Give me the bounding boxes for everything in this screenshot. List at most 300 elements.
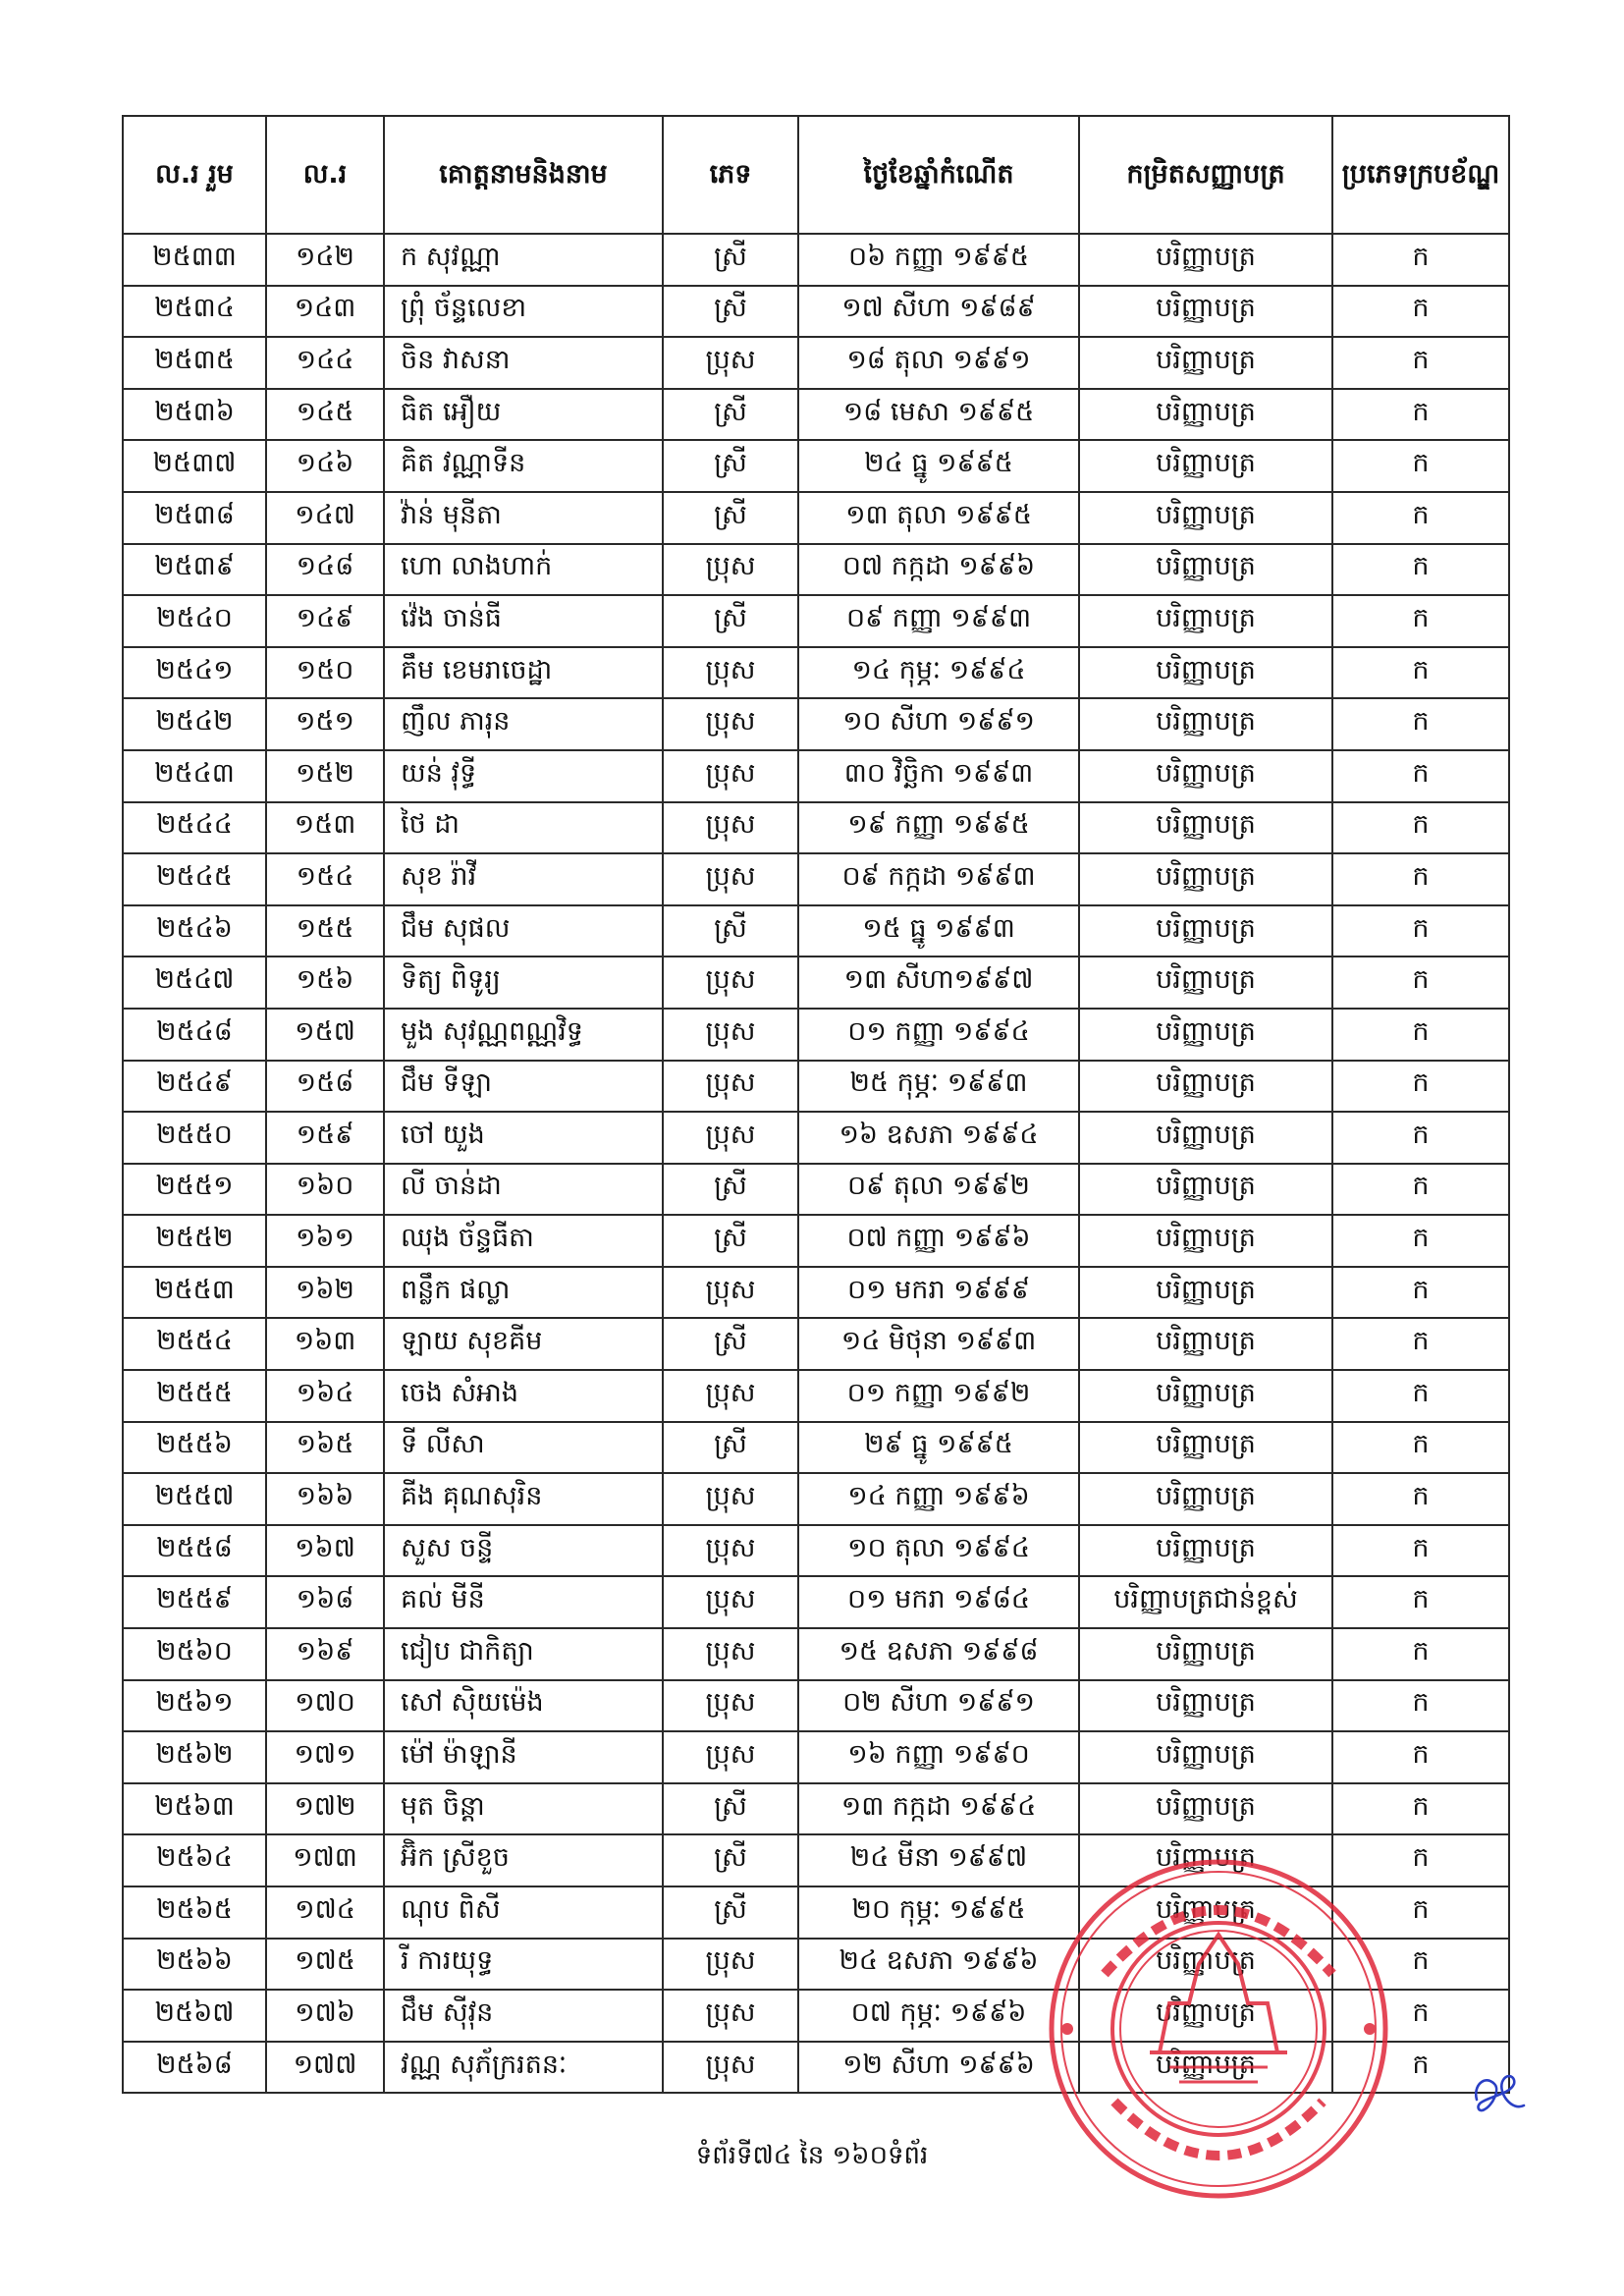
table-row [123,853,1509,905]
cell-date-of-birth: ១៥ ធ្នូ ១៩៩៣ [798,905,1079,957]
header-framework-type: ប្រភេទក្របខ័ណ្ឌ [1332,116,1509,234]
table-row [123,544,1509,596]
cell-degree-level: បរិញ្ញាបត្រ [1079,802,1332,854]
table-row [123,286,1509,338]
table-row [123,1061,1509,1113]
cell-gender: ប្រុស [663,1939,798,1991]
header-gender: ភេទ [663,116,798,234]
cell-gender: ស្រី [663,905,798,957]
cell-framework-type: ក [1332,1731,1509,1783]
table-row [123,647,1509,699]
cell-date-of-birth: ១០ សីហា ១៩៩១ [798,698,1079,750]
cell-number: ១៥៥ [266,905,384,957]
cell-degree-level: បរិញ្ញាបត្រ [1079,1731,1332,1783]
cell-full-name: ឈុង ច័ន្ទធីតា [384,1215,663,1267]
cell-number: ១៥៤ [266,853,384,905]
cell-framework-type: ក [1332,1061,1509,1113]
cell-framework-type: ក [1332,1164,1509,1216]
cell-overall-number: ២៥៥៩ [123,1576,266,1628]
cell-gender: ស្រី [663,286,798,338]
cell-framework-type: ក [1332,1886,1509,1939]
cell-degree-level: បរិញ្ញាបត្រ [1079,1473,1332,1525]
cell-overall-number: ២៥៣៩ [123,544,266,596]
cell-degree-level: បរិញ្ញាបត្រ [1079,853,1332,905]
cell-number: ១៤២ [266,234,384,286]
table-row [123,802,1509,854]
cell-number: ១៧០ [266,1680,384,1732]
cell-framework-type: ក [1332,1576,1509,1628]
table-row [123,337,1509,389]
cell-framework-type: ក [1332,905,1509,957]
cell-gender: ស្រី [663,440,798,492]
cell-date-of-birth: ៣០ វិច្ឆិកា ១៩៩៣ [798,750,1079,802]
cell-full-name: ជៀប ជាកិត្យា [384,1628,663,1680]
cell-overall-number: ២៥៣៦ [123,389,266,441]
cell-full-name: ហោ លាងហាក់ [384,544,663,596]
cell-overall-number: ២៥៥០ [123,1112,266,1164]
cell-degree-level: បរិញ្ញាបត្រ [1079,1886,1332,1939]
cell-degree-level: បរិញ្ញាបត្រ [1079,440,1332,492]
cell-degree-level: បរិញ្ញាបត្រ [1079,1215,1332,1267]
cell-date-of-birth: ០២ សីហា ១៩៩១ [798,1680,1079,1732]
cell-full-name: មួង សុវណ្ណពណ្ណវិទ្ធ [384,1009,663,1061]
cell-gender: ស្រី [663,595,798,647]
cell-overall-number: ២៥៥៥ [123,1370,266,1422]
cell-date-of-birth: ០៧ កញ្ញា ១៩៩៦ [798,1215,1079,1267]
cell-gender: ស្រី [663,1318,798,1370]
cell-gender: ប្រុស [663,1112,798,1164]
cell-overall-number: ២៥៥៨ [123,1525,266,1577]
table-row [123,1680,1509,1732]
cell-framework-type: ក [1332,1990,1509,2042]
cell-overall-number: ២៥៤៩ [123,1061,266,1113]
cell-overall-number: ២៥៥៤ [123,1318,266,1370]
cell-number: ១៧៥ [266,1939,384,1991]
cell-framework-type: ក [1332,647,1509,699]
cell-number: ១៦៥ [266,1422,384,1474]
cell-number: ១៥៩ [266,1112,384,1164]
cell-overall-number: ២៥៦០ [123,1628,266,1680]
cell-date-of-birth: ០១ មករា ១៩៨៤ [798,1576,1079,1628]
table-row [123,1525,1509,1577]
cell-overall-number: ២៥៦៣ [123,1783,266,1835]
table-row [123,1783,1509,1835]
cell-degree-level: បរិញ្ញាបត្រ [1079,750,1332,802]
cell-framework-type: ក [1332,1215,1509,1267]
table-row [123,492,1509,544]
table-row [123,1886,1509,1939]
cell-full-name: ថៃ ដា [384,802,663,854]
cell-number: ១៥៣ [266,802,384,854]
table-row [123,1990,1509,2042]
cell-gender: ស្រី [663,234,798,286]
cell-date-of-birth: ១៤ មិថុនា ១៩៩៣ [798,1318,1079,1370]
table-row [123,1576,1509,1628]
cell-overall-number: ២៥៤៣ [123,750,266,802]
cell-degree-level: បរិញ្ញាបត្រ [1079,905,1332,957]
cell-full-name: ចេង សំអាង [384,1370,663,1422]
cell-date-of-birth: ១២ សីហា ១៩៩៦ [798,2042,1079,2094]
cell-overall-number: ២៥៣៧ [123,440,266,492]
cell-full-name: ចិន វាសនា [384,337,663,389]
cell-full-name: វ៉េង ចាន់ធី [384,595,663,647]
cell-gender: ប្រុស [663,1576,798,1628]
cell-date-of-birth: ០៧ កក្កដា ១៩៩៦ [798,544,1079,596]
table-row [123,1370,1509,1422]
cell-overall-number: ២៥៤៧ [123,957,266,1009]
cell-number: ១៤៤ [266,337,384,389]
cell-date-of-birth: ០៧ កុម្ភៈ ១៩៩៦ [798,1990,1079,2042]
cell-full-name: គល់ មីនី [384,1576,663,1628]
cell-degree-level: បរិញ្ញាបត្រ [1079,1680,1332,1732]
cell-overall-number: ២៥៤៥ [123,853,266,905]
cell-framework-type: ក [1332,234,1509,286]
header-degree-level: កម្រិតសញ្ញាបត្រ [1079,116,1332,234]
cell-number: ១៦៤ [266,1370,384,1422]
signature-mark [1471,2066,1530,2117]
cell-date-of-birth: ១៥ ឧសភា ១៩៩៨ [798,1628,1079,1680]
cell-degree-level: បរិញ្ញាបត្រជាន់ខ្ពស់ [1079,1576,1332,1628]
cell-full-name: លី ចាន់ដា [384,1164,663,1216]
table-row [123,440,1509,492]
cell-gender: ស្រី [663,1886,798,1939]
cell-number: ១៤៥ [266,389,384,441]
personnel-table [122,115,1510,2094]
cell-overall-number: ២៥៦៤ [123,1834,266,1886]
table-row [123,389,1509,441]
cell-degree-level: បរិញ្ញាបត្រ [1079,1525,1332,1577]
cell-full-name: ជឹម សុផល [384,905,663,957]
cell-gender: ប្រុស [663,1990,798,2042]
cell-gender: ប្រុស [663,1061,798,1113]
cell-date-of-birth: ០១ កញ្ញា ១៩៩៤ [798,1009,1079,1061]
cell-degree-level: បរិញ្ញាបត្រ [1079,1267,1332,1319]
cell-degree-level: បរិញ្ញាបត្រ [1079,1422,1332,1474]
cell-gender: ប្រុស [663,853,798,905]
cell-degree-level: បរិញ្ញាបត្រ [1079,595,1332,647]
cell-degree-level: បរិញ្ញាបត្រ [1079,389,1332,441]
cell-number: ១៤៦ [266,440,384,492]
cell-date-of-birth: ២៥ កុម្ភៈ ១៩៩៣ [798,1061,1079,1113]
cell-gender: ប្រុស [663,1370,798,1422]
cell-date-of-birth: ០១ មករា ១៩៩៩ [798,1267,1079,1319]
cell-overall-number: ២៥៣៣ [123,234,266,286]
cell-overall-number: ២៥៦៨ [123,2042,266,2094]
cell-number: ១៧៦ [266,1990,384,2042]
cell-framework-type: ក [1332,2042,1509,2094]
cell-overall-number: ២៥៥៦ [123,1422,266,1474]
cell-number: ១៧៤ [266,1886,384,1939]
cell-gender: ប្រុស [663,647,798,699]
cell-overall-number: ២៥៤១ [123,647,266,699]
table-row [123,698,1509,750]
cell-full-name: វណ្ណ សុភ័ក្ររតនៈ [384,2042,663,2094]
cell-degree-level: បរិញ្ញាបត្រ [1079,1009,1332,1061]
cell-date-of-birth: ១៨ មេសា ១៩៩៥ [798,389,1079,441]
cell-overall-number: ២៥៣៥ [123,337,266,389]
cell-overall-number: ២៥៥៧ [123,1473,266,1525]
cell-number: ១៧៧ [266,2042,384,2094]
table-row [123,1473,1509,1525]
table-row [123,957,1509,1009]
cell-date-of-birth: ១៣ តុលា ១៩៩៥ [798,492,1079,544]
table-row [123,1422,1509,1474]
table-row [123,234,1509,286]
cell-overall-number: ២៥៦១ [123,1680,266,1732]
cell-framework-type: ក [1332,853,1509,905]
cell-overall-number: ២៥៤០ [123,595,266,647]
cell-full-name: សួស ចន្ទី [384,1525,663,1577]
table-row [123,1834,1509,1886]
cell-overall-number: ២៥៦៥ [123,1886,266,1939]
cell-degree-level: បរិញ្ញាបត្រ [1079,698,1332,750]
cell-full-name: សៅ ស៊ិយម៉េង [384,1680,663,1732]
cell-number: ១៦៨ [266,1576,384,1628]
cell-gender: ស្រី [663,1422,798,1474]
cell-number: ១៤៩ [266,595,384,647]
cell-overall-number: ២៥៣៨ [123,492,266,544]
cell-number: ១៦០ [266,1164,384,1216]
cell-number: ១៧៣ [266,1834,384,1886]
cell-full-name: ក សុវណ្ណា [384,234,663,286]
cell-number: ១៧២ [266,1783,384,1835]
cell-gender: ប្រុស [663,1267,798,1319]
cell-full-name: ទី លីសា [384,1422,663,1474]
cell-date-of-birth: ០៩ តុលា ១៩៩២ [798,1164,1079,1216]
cell-date-of-birth: ០១ កញ្ញា ១៩៩២ [798,1370,1079,1422]
cell-gender: ប្រុស [663,2042,798,2094]
cell-full-name: ធិត អឿយ [384,389,663,441]
cell-number: ១៥០ [266,647,384,699]
cell-number: ១៥៧ [266,1009,384,1061]
cell-framework-type: ក [1332,1525,1509,1577]
cell-full-name: ព្រុំ ច័ន្ទលេខា [384,286,663,338]
cell-full-name: ណុប ពិសី [384,1886,663,1939]
cell-date-of-birth: ២៩ ធ្នូ ១៩៩៥ [798,1422,1079,1474]
cell-degree-level: បរិញ្ញាបត្រ [1079,1370,1332,1422]
cell-gender: ស្រី [663,389,798,441]
cell-gender: ប្រុស [663,698,798,750]
table-row [123,1939,1509,1991]
cell-gender: ប្រុស [663,957,798,1009]
cell-gender: ស្រី [663,1783,798,1835]
cell-number: ១៦២ [266,1267,384,1319]
cell-number: ១៤៣ [266,286,384,338]
table-row [123,750,1509,802]
cell-degree-level: បរិញ្ញាបត្រ [1079,1939,1332,1991]
cell-overall-number: ២៥៥៣ [123,1267,266,1319]
cell-number: ១៤៧ [266,492,384,544]
cell-degree-level: បរិញ្ញាបត្រ [1079,337,1332,389]
cell-degree-level: បរិញ្ញាបត្រ [1079,1628,1332,1680]
cell-gender: ប្រុស [663,1473,798,1525]
cell-overall-number: ២៥៣៤ [123,286,266,338]
cell-framework-type: ក [1332,286,1509,338]
cell-gender: ប្រុស [663,1680,798,1732]
cell-full-name: ញឹល ភារុន [384,698,663,750]
cell-degree-level: បរិញ្ញាបត្រ [1079,1112,1332,1164]
cell-gender: ប្រុស [663,544,798,596]
cell-framework-type: ក [1332,698,1509,750]
cell-overall-number: ២៥៥២ [123,1215,266,1267]
cell-degree-level: បរិញ្ញាបត្រ [1079,1061,1332,1113]
cell-date-of-birth: ២៤ ឧសភា ១៩៩៦ [798,1939,1079,1991]
cell-date-of-birth: ២៤ មីនា ១៩៩៧ [798,1834,1079,1886]
cell-gender: ប្រុស [663,1628,798,1680]
cell-date-of-birth: ១៧ សីហា ១៩៨៩ [798,286,1079,338]
cell-full-name: អ៊ិក ស្រីខួច [384,1834,663,1886]
cell-full-name: សុខ រ៉ាវី [384,853,663,905]
header-full-name: គោត្តនាមនិងនាម [384,116,663,234]
cell-framework-type: ក [1332,1009,1509,1061]
cell-date-of-birth: ០៩ កក្កដា ១៩៩៣ [798,853,1079,905]
cell-overall-number: ២៥៤៤ [123,802,266,854]
cell-date-of-birth: ០៩ កញ្ញា ១៩៩៣ [798,595,1079,647]
table-row [123,1164,1509,1216]
cell-degree-level: បរិញ្ញាបត្រ [1079,647,1332,699]
cell-overall-number: ២៥៤៦ [123,905,266,957]
cell-framework-type: ក [1332,492,1509,544]
cell-number: ១៥១ [266,698,384,750]
cell-overall-number: ២៥៤៨ [123,1009,266,1061]
cell-date-of-birth: ១៦ ឧសភា ១៩៩៤ [798,1112,1079,1164]
cell-date-of-birth: ១៤ កញ្ញា ១៩៩៦ [798,1473,1079,1525]
table-row [123,905,1509,957]
cell-framework-type: ក [1332,595,1509,647]
cell-gender: ប្រុស [663,802,798,854]
table-row [123,1215,1509,1267]
cell-framework-type: ក [1332,389,1509,441]
cell-gender: ប្រុស [663,1731,798,1783]
cell-framework-type: ក [1332,1939,1509,1991]
cell-degree-level: បរិញ្ញាបត្រ [1079,2042,1332,2094]
header-number: ល.រ [266,116,384,234]
cell-degree-level: បរិញ្ញាបត្រ [1079,286,1332,338]
cell-framework-type: ក [1332,1422,1509,1474]
header-overall-number: ល.រ រួម [123,116,266,234]
cell-framework-type: ក [1332,1834,1509,1886]
cell-framework-type: ក [1332,440,1509,492]
cell-framework-type: ក [1332,802,1509,854]
table-row [123,1009,1509,1061]
table-row [123,1112,1509,1164]
cell-overall-number: ២៥៦២ [123,1731,266,1783]
cell-date-of-birth: ២០ កុម្ភៈ ១៩៩៥ [798,1886,1079,1939]
table-body [123,234,1509,2093]
cell-full-name: រី ការយុទ្ធ [384,1939,663,1991]
cell-date-of-birth: ០៦ កញ្ញា ១៩៩៥ [798,234,1079,286]
cell-degree-level: បរិញ្ញាបត្រ [1079,1783,1332,1835]
cell-degree-level: បរិញ្ញាបត្រ [1079,492,1332,544]
cell-full-name: ទិត្យ ពិទូរ្យ [384,957,663,1009]
cell-number: ១៥៨ [266,1061,384,1113]
cell-number: ១៦៦ [266,1473,384,1525]
cell-full-name: គិត វណ្ណាទីន [384,440,663,492]
cell-gender: ស្រី [663,1164,798,1216]
cell-framework-type: ក [1332,1783,1509,1835]
cell-date-of-birth: ១៤ កុម្ភៈ ១៩៩៤ [798,647,1079,699]
cell-full-name: ជឹម ស៊ីវុន [384,1990,663,2042]
cell-full-name: វ៉ាន់ មុនីតា [384,492,663,544]
cell-degree-level: បរិញ្ញាបត្រ [1079,234,1332,286]
cell-date-of-birth: ២៤ ធ្នូ ១៩៩៥ [798,440,1079,492]
cell-number: ១៥២ [266,750,384,802]
cell-framework-type: ក [1332,1267,1509,1319]
page-number-footer: ទំព័រទី៧៤ នៃ ១៦០ទំព័រ [695,2141,929,2170]
cell-degree-level: បរិញ្ញាបត្រ [1079,1834,1332,1886]
cell-number: ១៧១ [266,1731,384,1783]
cell-full-name: គីង គុណសុរិន [384,1473,663,1525]
cell-overall-number: ២៥៦៦ [123,1939,266,1991]
cell-gender: ប្រុស [663,1525,798,1577]
table-row [123,2042,1509,2094]
cell-number: ១៤៨ [266,544,384,596]
cell-full-name: ម៉ៅ ម៉ាឡានី [384,1731,663,1783]
cell-full-name: ពន្លឹក ផល្លា [384,1267,663,1319]
cell-framework-type: ក [1332,750,1509,802]
cell-framework-type: ក [1332,544,1509,596]
cell-gender: ប្រុស [663,750,798,802]
table-row [123,595,1509,647]
cell-gender: ប្រុស [663,337,798,389]
cell-overall-number: ២៥៥១ [123,1164,266,1216]
header-date-of-birth: ថ្ងៃខែឆ្នាំកំណើត [798,116,1079,234]
cell-date-of-birth: ១៩ កញ្ញា ១៩៩៥ [798,802,1079,854]
cell-degree-level: បរិញ្ញាបត្រ [1079,1164,1332,1216]
cell-degree-level: បរិញ្ញាបត្រ [1079,1990,1332,2042]
cell-framework-type: ក [1332,1628,1509,1680]
cell-full-name: ជឹម ទីឡា [384,1061,663,1113]
cell-framework-type: ក [1332,1370,1509,1422]
cell-date-of-birth: ១៨ តុលា ១៩៩១ [798,337,1079,389]
cell-gender: ស្រី [663,1215,798,1267]
cell-full-name: មុត ចិន្តា [384,1783,663,1835]
cell-gender: ស្រី [663,1834,798,1886]
cell-full-name: ឡាយ សុខគីម [384,1318,663,1370]
cell-number: ១៥៦ [266,957,384,1009]
cell-framework-type: ក [1332,957,1509,1009]
table-row [123,1318,1509,1370]
cell-framework-type: ក [1332,1680,1509,1732]
cell-number: ១៦៣ [266,1318,384,1370]
cell-gender: ស្រី [663,492,798,544]
cell-degree-level: បរិញ្ញាបត្រ [1079,544,1332,596]
table-header-row [123,116,1509,234]
cell-full-name: គឹម ខេមរាចេដ្ឋា [384,647,663,699]
table-row [123,1731,1509,1783]
cell-framework-type: ក [1332,1112,1509,1164]
cell-date-of-birth: ១៦ កញ្ញា ១៩៩០ [798,1731,1079,1783]
cell-framework-type: ក [1332,337,1509,389]
cell-overall-number: ២៥៤២ [123,698,266,750]
cell-number: ១៦១ [266,1215,384,1267]
table-row [123,1267,1509,1319]
cell-framework-type: ក [1332,1318,1509,1370]
cell-full-name: ចៅ យួង [384,1112,663,1164]
cell-date-of-birth: ១០ តុលា ១៩៩៤ [798,1525,1079,1577]
cell-full-name: យន់ វុទ្ធី [384,750,663,802]
cell-gender: ប្រុស [663,1009,798,1061]
cell-date-of-birth: ១៣ កក្កដា ១៩៩៤ [798,1783,1079,1835]
cell-degree-level: បរិញ្ញាបត្រ [1079,957,1332,1009]
cell-degree-level: បរិញ្ញាបត្រ [1079,1318,1332,1370]
cell-date-of-birth: ១៣ សីហា១៩៩៧ [798,957,1079,1009]
cell-framework-type: ក [1332,1473,1509,1525]
cell-number: ១៦៩ [266,1628,384,1680]
table-row [123,1628,1509,1680]
cell-overall-number: ២៥៦៧ [123,1990,266,2042]
cell-number: ១៦៧ [266,1525,384,1577]
